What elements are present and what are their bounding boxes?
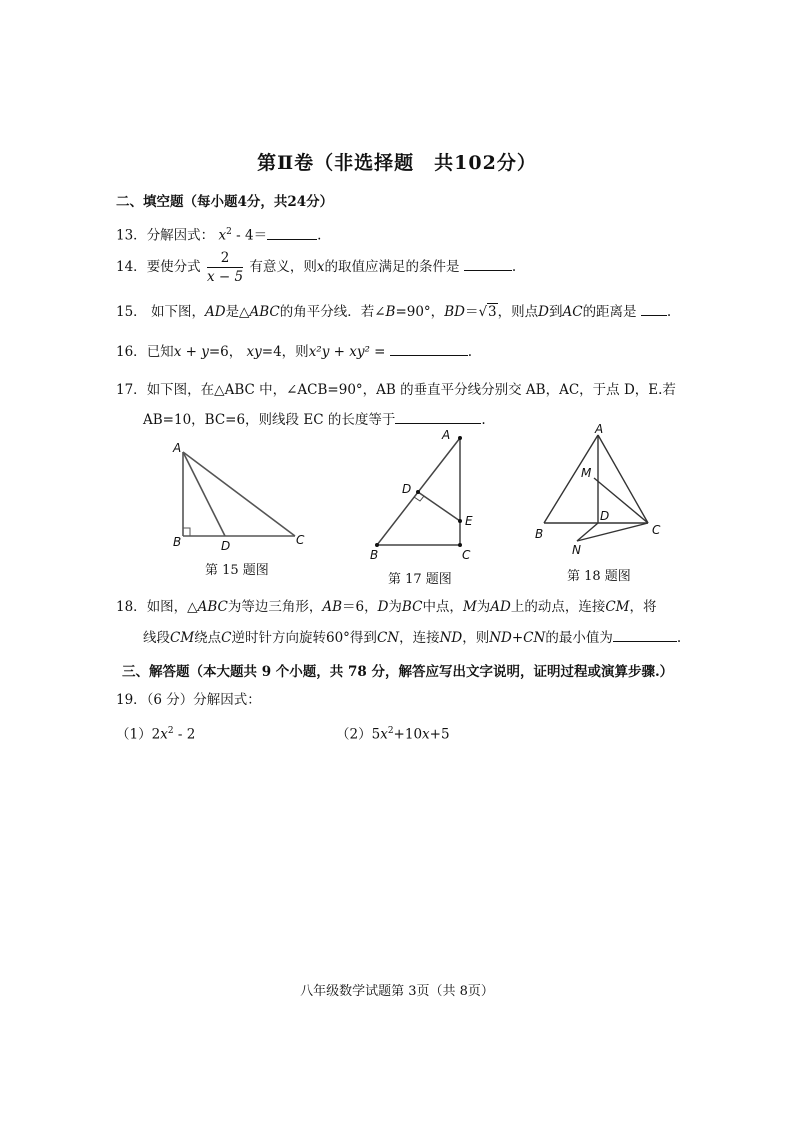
svg-text:M: M xyxy=(581,466,592,480)
fig15-right-angle-mark xyxy=(183,528,190,536)
question-15: 15． 如下图，AD是△ABC的角平分线．若∠B=90°，BD＝√3，则点D到AC的距离是 . xyxy=(116,301,671,322)
question-13: 13．分解因式： $x^2 - 4=$ . xyxy=(116,222,321,246)
fig15-bisector-ad xyxy=(183,452,225,536)
fraction: $\frac{2}{x - 5}$ xyxy=(206,250,244,285)
svg-text:D: D xyxy=(600,509,610,523)
figure-15 xyxy=(170,440,320,555)
question-19-part1: $(1)2x^2 - 2$ xyxy=(116,726,196,743)
answer-blank[interactable] xyxy=(390,341,468,356)
section-fill-in: 二、填空题（每小题4分，共24分） xyxy=(116,194,334,210)
question-19-part2: $(2)5x^2+10x+5$ xyxy=(336,726,450,743)
svg-text:A: A xyxy=(595,422,604,436)
svg-text:C: C xyxy=(296,533,305,547)
svg-text:N: N xyxy=(572,543,581,557)
figure-18-caption: 第 18 题图 xyxy=(567,569,631,584)
figure-18 xyxy=(530,420,670,560)
answer-blank[interactable] xyxy=(613,627,677,642)
svg-text:C: C xyxy=(652,523,661,537)
fig15-side-ac xyxy=(183,452,295,536)
question-14: 14．要使分式 $\frac{2}{x - 5}$ 有意义，则x的取值应满足的条件是 . xyxy=(116,250,517,285)
question-18: 18．如图，△ABC为等边三角形，AB＝6，D为BC中点，M为AD上的动点，连接CM，将 xyxy=(116,599,657,615)
answer-blank[interactable] xyxy=(641,301,667,316)
fig17-right-angle-mark xyxy=(414,496,424,501)
page-title: 第Ⅱ卷（非选择题 共102分） xyxy=(257,152,537,174)
answer-blank[interactable] xyxy=(464,256,512,271)
question-17-line2: AB=10，BC=6，则线段 EC 的长度等于 . xyxy=(143,409,486,430)
svg-text:A: A xyxy=(173,441,182,455)
svg-text:C: C xyxy=(462,548,471,562)
square-root: √3 xyxy=(478,304,497,320)
svg-text:E: E xyxy=(465,514,473,528)
question-16: 16．已知x + y=6， xy=4，则x²y + xy² = . xyxy=(116,341,472,362)
svg-text:D: D xyxy=(402,482,412,496)
section-solutions: 三、解答题（本大题共 9 个小题，共 78 分，解答应写出文字说明，证明过程或演算步骤.） xyxy=(122,664,674,680)
svg-text:B: B xyxy=(173,535,182,549)
question-19: 19．（6 分）分解因式： xyxy=(116,692,261,708)
svg-text:D: D xyxy=(221,539,231,553)
svg-text:B: B xyxy=(535,527,544,541)
figure-17-caption: 第 17 题图 xyxy=(388,572,452,587)
figure-15-caption: 第 15 题图 xyxy=(205,563,269,578)
svg-text:A: A xyxy=(442,428,451,442)
question-18-line2: 线段CM绕点C逆时针方向旋转60°得到CN，连接ND，则ND+CN的最小值为 . xyxy=(143,627,681,648)
figure-17 xyxy=(362,425,482,565)
question-17: 17．如下图，在△ABC 中，∠ACB=90°，AB 的垂直平分线分别交 AB，AC，于点 D，E.若 xyxy=(116,382,676,398)
svg-text:B: B xyxy=(370,548,379,562)
page-footer: 八年级数学试题第 3页（共 8页） xyxy=(300,984,494,999)
answer-blank[interactable] xyxy=(267,225,317,240)
answer-blank[interactable] xyxy=(395,409,481,424)
